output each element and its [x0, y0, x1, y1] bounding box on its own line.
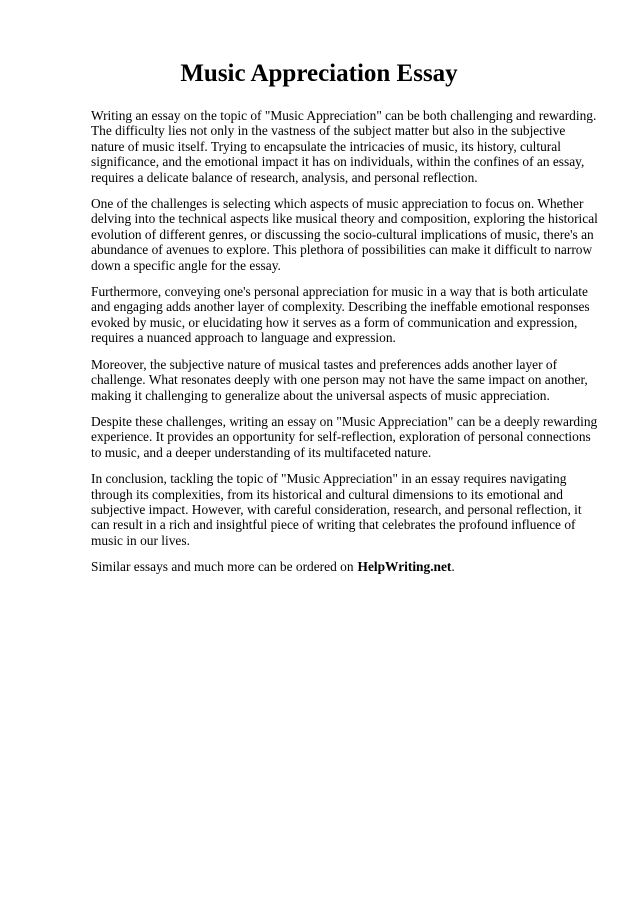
paragraph-2: One of the challenges is selecting which aspects of music appreciation to focus on. Whether delving into the technical aspects like musical theory and composition, exploring the historical evolution of different genres, or discussing the socio-cultural implications of music, there's an abundance of avenues to explore. This plethora of possibilities can make it difficult to narrow down a specific angle for the essay. — [91, 196, 598, 273]
paragraph-3: Furthermore, conveying one's personal appreciation for music in a way that is both articulate and engaging adds another layer of complexity. Describing the ineffable emotional responses evoked by music, or elucidating how it serves as a form of communication and expression, requires a nuanced approach to language and expression. — [91, 284, 590, 346]
footer-line — [91, 559, 601, 574]
paragraph-6: In conclusion, tackling the topic of "Music Appreciation" in an essay requires navigating through its complexities, from its historical and cultural dimensions to its emotional and subjective impact. However, with careful consideration, research, and personal reflection, it can result in a rich and insightful piece of writing that celebrates the profound influence of music in our lives. — [91, 471, 582, 548]
paragraph-5: Despite these challenges, writing an essay on "Music Appreciation" can be a deeply rewarding experience. It provides an opportunity for self-reflection, exploration of personal connections to music, and a deeper understanding of its multifaceted nature. — [91, 413, 598, 460]
footer-suffix: . — [451, 559, 455, 575]
paragraph-4: Moreover, the subjective nature of musical tastes and preferences adds another layer of challenge. What resonates deeply with one person may not have the same impact on another, making it challenging to generalize about the universal aspects of music appreciation. — [91, 356, 588, 403]
page-title: Music Appreciation Essay — [180, 60, 458, 87]
footer-text: Similar essays and much more can be ordered on — [91, 559, 354, 575]
paragraph-1: Writing an essay on the topic of "Music Appreciation" can be both challenging and rewarding. The difficulty lies not only in the vastness of the subject matter but also in the subjective nature of music itself. Trying to encapsulate the intricacies of music, its history, cultural significance, and the emotional impact it has on individuals, within the confines of an essay, requires a delicate balance of research, analysis, and personal reflection. — [91, 108, 597, 185]
helpwriting-link[interactable]: HelpWriting.net — [357, 559, 452, 575]
essay-body — [91, 108, 601, 575]
